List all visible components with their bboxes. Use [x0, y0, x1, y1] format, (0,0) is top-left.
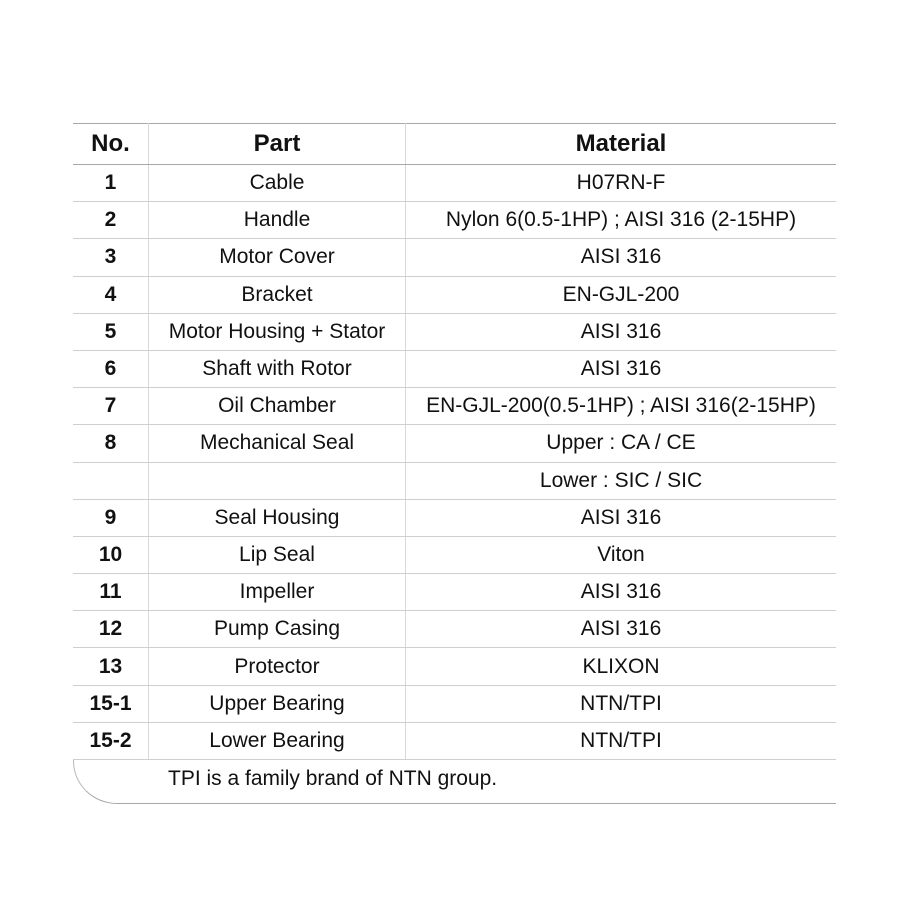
cell-part: Motor Cover	[149, 239, 406, 276]
cell-part: Shaft with Rotor	[149, 350, 406, 387]
cell-material: NTN/TPI	[406, 685, 837, 722]
table-header-row	[73, 124, 836, 165]
table-row	[73, 536, 836, 573]
cell-no: 13	[73, 648, 149, 685]
cell-material: AISI 316	[406, 239, 837, 276]
cell-part: Oil Chamber	[149, 388, 406, 425]
table-row	[73, 574, 836, 611]
cell-part: Pump Casing	[149, 611, 406, 648]
table-row	[73, 648, 836, 685]
cell-material: KLIXON	[406, 648, 837, 685]
cell-material: EN-GJL-200	[406, 276, 837, 313]
cell-no	[73, 462, 149, 499]
cell-part: Bracket	[149, 276, 406, 313]
table-row	[73, 425, 836, 462]
cell-no: 15-2	[73, 722, 149, 759]
cell-no: 9	[73, 499, 149, 536]
cell-material: AISI 316	[406, 350, 837, 387]
cell-no: 4	[73, 276, 149, 313]
table-row	[73, 462, 836, 499]
cell-material: H07RN-F	[406, 165, 837, 202]
footer-corner	[73, 760, 124, 804]
table-row	[73, 313, 836, 350]
table-row	[73, 276, 836, 313]
table-row	[73, 388, 836, 425]
cell-part: Seal Housing	[149, 499, 406, 536]
footer-note: TPI is a family brand of NTN group.	[168, 767, 498, 790]
cell-no: 12	[73, 611, 149, 648]
table-row	[73, 611, 836, 648]
cell-part: Motor Housing + Stator	[149, 313, 406, 350]
cell-no: 8	[73, 425, 149, 462]
cell-part: Lower Bearing	[149, 722, 406, 759]
cell-material: Lower : SIC / SIC	[406, 462, 837, 499]
cell-material: Viton	[406, 536, 837, 573]
cell-material: NTN/TPI	[406, 722, 837, 759]
table-row	[73, 202, 836, 239]
cell-material: AISI 316	[406, 611, 837, 648]
cell-material: AISI 316	[406, 499, 837, 536]
cell-part: Impeller	[149, 574, 406, 611]
header-no: No.	[73, 124, 149, 165]
cell-part: Cable	[149, 165, 406, 202]
table-row	[73, 722, 836, 759]
cell-no: 15-1	[73, 685, 149, 722]
cell-material: Nylon 6(0.5-1HP) ; AISI 316 (2-15HP)	[406, 202, 837, 239]
cell-part: Protector	[149, 648, 406, 685]
cell-no: 2	[73, 202, 149, 239]
cell-no: 11	[73, 574, 149, 611]
cell-no: 1	[73, 165, 149, 202]
cell-no: 7	[73, 388, 149, 425]
cell-no: 3	[73, 239, 149, 276]
table-row	[73, 499, 836, 536]
cell-part: Handle	[149, 202, 406, 239]
table-row	[73, 239, 836, 276]
cell-material: AISI 316	[406, 574, 837, 611]
cell-part	[149, 462, 406, 499]
cell-no: 6	[73, 350, 149, 387]
table-row	[73, 165, 836, 202]
cell-part: Upper Bearing	[149, 685, 406, 722]
footer-divider	[120, 803, 836, 804]
cell-part: Lip Seal	[149, 536, 406, 573]
table-row	[73, 350, 836, 387]
table-row	[73, 685, 836, 722]
cell-part: Mechanical Seal	[149, 425, 406, 462]
cell-no: 5	[73, 313, 149, 350]
cell-material: Upper : CA / CE	[406, 425, 837, 462]
cell-material: AISI 316	[406, 313, 837, 350]
header-part: Part	[149, 124, 406, 165]
cell-no: 10	[73, 536, 149, 573]
cell-material: EN-GJL-200(0.5-1HP) ; AISI 316(2-15HP)	[406, 388, 837, 425]
parts-material-table	[73, 123, 836, 760]
header-material: Material	[406, 124, 837, 165]
